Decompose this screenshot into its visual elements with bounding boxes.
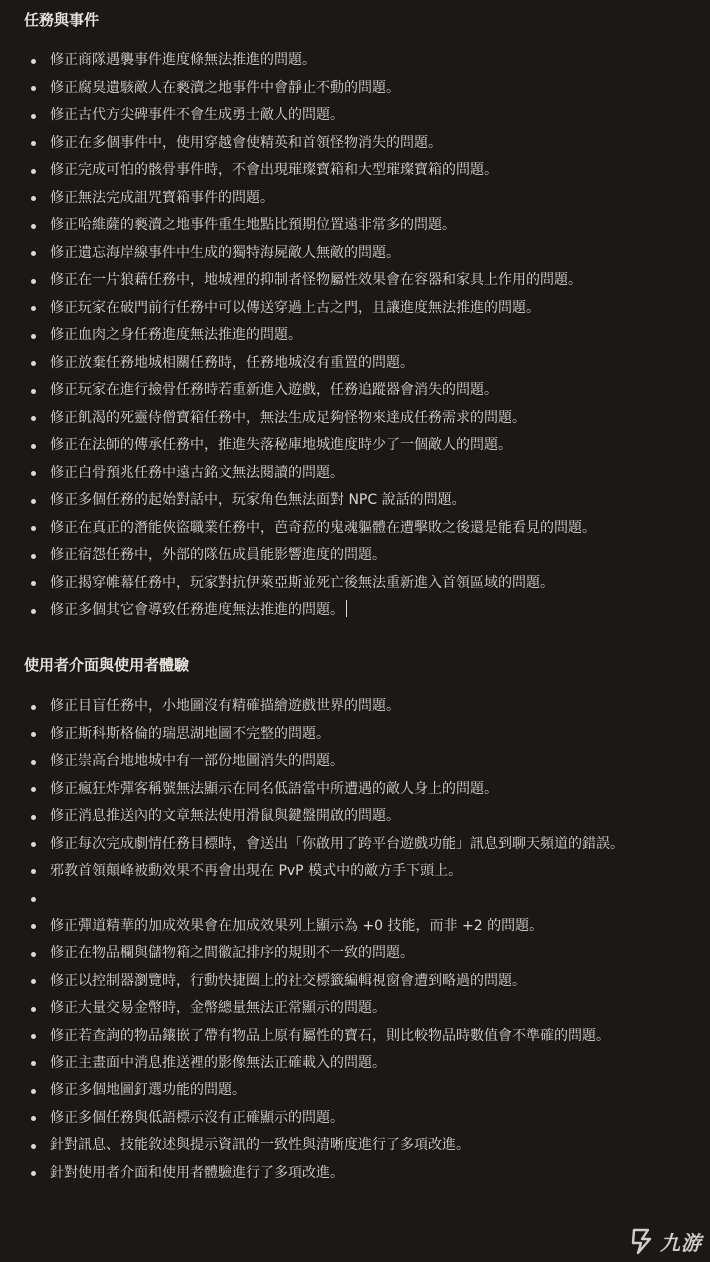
bullet-icon bbox=[31, 952, 36, 957]
bullet-icon bbox=[31, 1171, 36, 1176]
bullet-icon bbox=[31, 224, 36, 229]
list-item: 修正商隊遇襲事件進度條無法推進的問題。 bbox=[0, 47, 710, 75]
list-item: 修正腐臭遺駭敵人在褻瀆之地事件中會靜止不動的問題。 bbox=[0, 75, 710, 103]
bullet-icon bbox=[31, 361, 36, 366]
bullet-icon bbox=[31, 526, 36, 531]
list-item: 修正無法完成詛咒寶箱事件的問題。 bbox=[0, 185, 710, 213]
list-item: 修正揭穿帷幕任務中，玩家對抗伊萊亞斯並死亡後無法重新進入首領區域的問題。 bbox=[0, 570, 710, 598]
list-item: 修正多個其它會導致任務進度無法推進的問題。 bbox=[0, 597, 710, 625]
list-item: 修正遺忘海岸線事件中生成的獨特海屍敵人無敵的問題。 bbox=[0, 240, 710, 268]
bullet-icon bbox=[31, 114, 36, 119]
list-item: 修正彈道精華的加成效果會在加成效果列上顯示為 +0 技能，而非 +2 的問題。 bbox=[0, 913, 710, 941]
bullet-icon bbox=[31, 705, 36, 710]
list-item: 修正白骨預兆任務中遠古銘文無法閱讀的問題。 bbox=[0, 460, 710, 488]
bullet-icon bbox=[31, 760, 36, 765]
bullet-icon bbox=[31, 581, 36, 586]
list-item: 針對使用者介面和使用者體驗進行了多項改進。 bbox=[0, 1160, 710, 1188]
list-item: 修正古代方尖碑事件不會生成勇士敵人的問題。 bbox=[0, 102, 710, 130]
list-item: 修正多個任務的起始對話中，玩家角色無法面對 NPC 說話的問題。 bbox=[0, 487, 710, 515]
quests-events-list bbox=[0, 47, 710, 625]
list-item: 修正玩家在進行撿骨任務時若重新進入遊戲，任務追蹤器會消失的問題。 bbox=[0, 377, 710, 405]
bullet-icon bbox=[31, 59, 36, 64]
bullet-icon bbox=[31, 609, 36, 614]
jiuyou-logo-icon bbox=[628, 1226, 658, 1256]
list-item: 修正消息推送內的文章無法使用滑鼠與鍵盤開啟的問題。 bbox=[0, 803, 710, 831]
bullet-icon bbox=[31, 416, 36, 421]
bullet-icon bbox=[31, 471, 36, 476]
bullet-icon bbox=[31, 141, 36, 146]
bullet-icon bbox=[31, 279, 36, 284]
list-item: 針對訊息、技能敘述與提示資訊的一致性與清晰度進行了多項改進。 bbox=[0, 1132, 710, 1160]
bullet-icon bbox=[31, 554, 36, 559]
list-item: 修正在多個事件中，使用穿越會使精英和首領怪物消失的問題。 bbox=[0, 130, 710, 158]
list-item: 修正崇高台地地城中有一部份地圖消失的問題。 bbox=[0, 748, 710, 776]
list-item: 修正以控制器瀏覽時，行動快捷圈上的社交標籤編輯視窗會遭到略過的問題。 bbox=[0, 968, 710, 996]
section-title-quests-events: 任務與事件 bbox=[24, 11, 100, 29]
section-title-ui-ux: 使用者介面與使用者體驗 bbox=[24, 656, 190, 674]
bullet-icon bbox=[31, 1007, 36, 1012]
list-item: 修正玩家在破門前行任務中可以傳送穿過上古之門，且讓進度無法推進的問題。 bbox=[0, 295, 710, 323]
text-cursor bbox=[346, 600, 347, 617]
bullet-icon bbox=[31, 389, 36, 394]
watermark bbox=[628, 1226, 702, 1256]
list-item: 修正大量交易金幣時，金幣總量無法正常顯示的問題。 bbox=[0, 995, 710, 1023]
list-item: 修正在物品欄與儲物箱之間徽記排序的規則不一致的問題。 bbox=[0, 940, 710, 968]
bullet-icon bbox=[31, 169, 36, 174]
bullet-icon bbox=[31, 1116, 36, 1121]
ui-ux-list bbox=[0, 693, 710, 1187]
list-item: 修正多個任務與低語標示沒有正確顯示的問題。 bbox=[0, 1105, 710, 1133]
bullet-icon bbox=[31, 499, 36, 504]
bullet-icon bbox=[31, 842, 36, 847]
list-item: 邪教首領顛峰被動效果不再會出現在 PvP 模式中的敵方手下頭上。 bbox=[0, 858, 710, 886]
bullet-icon bbox=[31, 306, 36, 311]
bullet-icon bbox=[31, 1034, 36, 1039]
list-item: 修正主畫面中消息推送裡的影像無法正確載入的問題。 bbox=[0, 1050, 710, 1078]
list-item-empty bbox=[0, 885, 710, 913]
list-item: 修正瘋狂炸彈客稱號無法顯示在同名低語當中所遭遇的敵人身上的問題。 bbox=[0, 776, 710, 804]
bullet-icon bbox=[31, 1089, 36, 1094]
list-item: 修正宿怨任務中，外部的隊伍成員能影響進度的問題。 bbox=[0, 542, 710, 570]
bullet-icon bbox=[31, 979, 36, 984]
bullet-icon bbox=[31, 815, 36, 820]
list-item: 修正若查詢的物品鑲嵌了帶有物品上原有屬性的寶石，則比較物品時數值會不準確的問題。 bbox=[0, 1023, 710, 1050]
list-item: 修正血肉之身任務進度無法推進的問題。 bbox=[0, 322, 710, 350]
bullet-icon bbox=[31, 1061, 36, 1066]
list-item: 修正完成可怕的骸骨事件時，不會出現璀璨寶箱和大型璀璨寶箱的問題。 bbox=[0, 157, 710, 185]
list-item: 修正哈維薩的褻瀆之地事件重生地點比預期位置遠非常多的問題。 bbox=[0, 212, 710, 240]
bullet-icon bbox=[31, 869, 36, 874]
list-item: 修正飢渴的死靈侍僧寶箱任務中，無法生成足夠怪物來達成任務需求的問題。 bbox=[0, 405, 710, 433]
bullet-icon bbox=[31, 251, 36, 256]
list-item: 修正放棄任務地城相關任務時，任務地城沒有重置的問題。 bbox=[0, 350, 710, 378]
bullet-icon bbox=[31, 1144, 36, 1149]
watermark-text: 九游 bbox=[660, 1230, 702, 1255]
bullet-icon bbox=[31, 86, 36, 91]
bullet-icon bbox=[31, 732, 36, 737]
bullet-icon bbox=[31, 924, 36, 929]
list-item: 修正斯科斯格倫的瑞思湖地圖不完整的問題。 bbox=[0, 721, 710, 749]
list-item: 修正目盲任務中，小地圖沒有精確描繪遊戲世界的問題。 bbox=[0, 693, 710, 721]
list-item: 修正每次完成劇情任務目標時，會送出「你啟用了跨平台遊戲功能」訊息到聊天頻道的錯誤。 bbox=[0, 831, 710, 858]
bullet-icon bbox=[31, 196, 36, 201]
bullet-icon bbox=[31, 334, 36, 339]
list-item: 修正多個地圖釘選功能的問題。 bbox=[0, 1077, 710, 1105]
bullet-icon bbox=[31, 787, 36, 792]
bullet-icon bbox=[31, 444, 36, 449]
list-item: 修正在一片狼藉任務中，地城裡的抑制者怪物屬性效果會在容器和家具上作用的問題。 bbox=[0, 267, 710, 295]
list-item: 修正在真正的潛能俠盜職業任務中，芭奇菈的鬼魂軀體在遭擊敗之後還是能看見的問題。 bbox=[0, 515, 710, 543]
bullet-icon bbox=[31, 897, 36, 902]
list-item: 修正在法師的傳承任務中，推進失落秘庫地城進度時少了一個敵人的問題。 bbox=[0, 432, 710, 460]
